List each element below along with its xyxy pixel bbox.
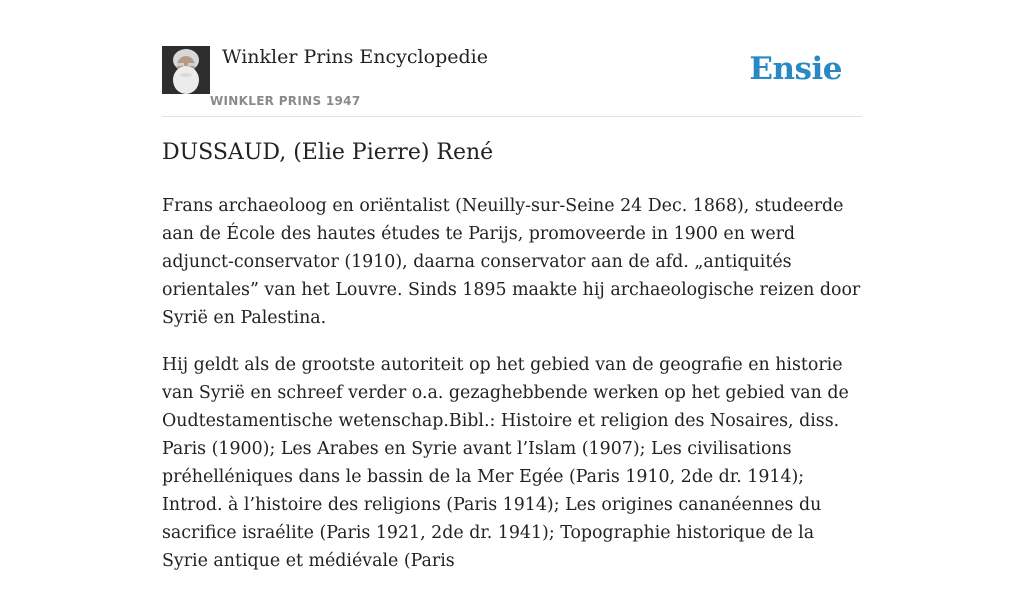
article-paragraph: Hij geldt als de grootste autoriteit op het gebied van de geografie en historie van Syrië en schreef verder o.a. gezaghebbende werken op het gebied van de Oudtestamentische wetenschap.Bibl.: Histoire et religion des Nosaires, diss. Paris (1900); Les Arabes en Syrie avant l’Islam (1907); Les civilisations préhelléniques dans le bassin de la Mer Egée (Paris 1910, 2de dr. 1914); Introd. à l’histoire des religions (Paris 1914); Les origines cananéennes du sacrifice israélite (Paris 1921, 2de dr. 1941); Topographie historique de la Syrie antique et médiévale (Paris — [162, 355, 849, 571]
article-body — [162, 192, 862, 594]
article-title: DUSSAUD, (Elie Pierre) René — [162, 140, 494, 165]
source-edition: WINKLER PRINS 1947 — [210, 94, 361, 108]
article-paragraph: Frans archaeoloog en oriëntalist (Neuilly-sur-Seine 24 Dec. 1868), studeerde aan de École des hautes études te Parijs, promoveerde in 1900 en werd adjunct-conservator (1910), daarna conservator aan de afd. „antiquités orientales” van het Louvre. Sinds 1895 maakte hij archaeologische reizen door Syrië en Palestina. — [162, 196, 861, 328]
portrait-icon — [162, 46, 210, 94]
ensie-logo[interactable]: Ensie — [749, 51, 842, 87]
source-header — [162, 46, 862, 117]
author-avatar[interactable] — [162, 46, 210, 94]
source-name[interactable]: Winkler Prins Encyclopedie — [222, 46, 488, 68]
